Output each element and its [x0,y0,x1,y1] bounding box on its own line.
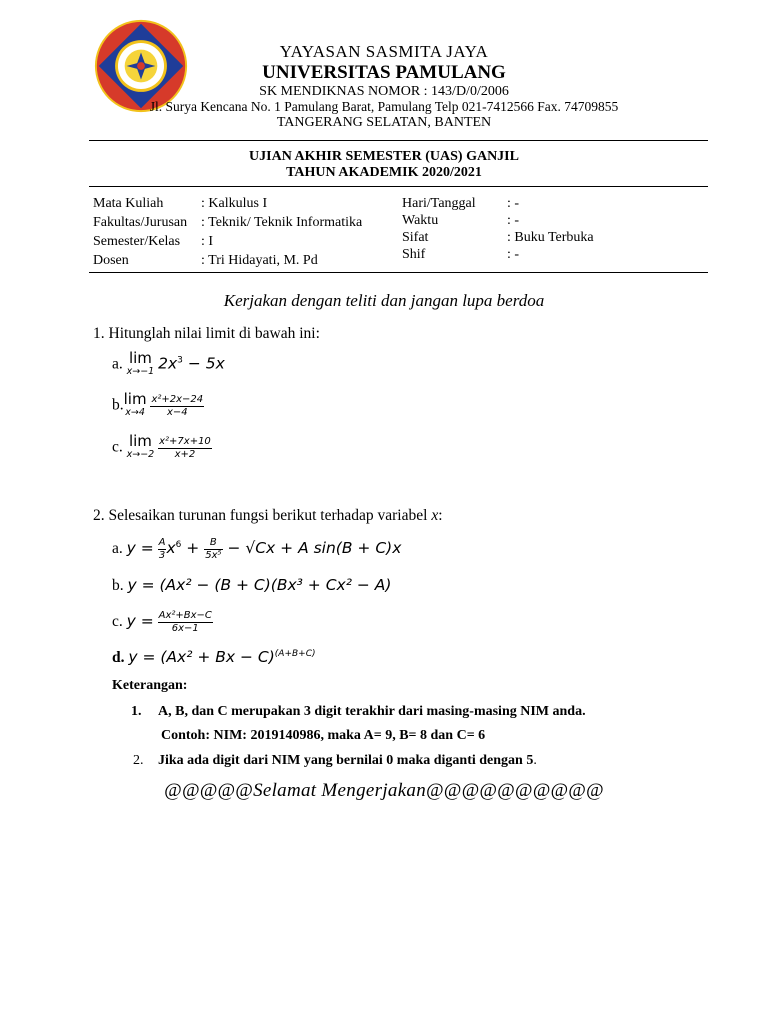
note-2-line [158,753,537,769]
expr-exponent: 3 [177,355,183,366]
notes-heading: Keterangan: [112,678,188,693]
info-label-lecturer: Dosen [93,253,129,268]
info-label-shift: Shif [402,247,426,262]
foundation-name: YAYASAN SASMITA JAYA [279,42,489,61]
info-divider [89,272,708,273]
address: Jl. Surya Kencana No. 1 Pamulang Barat, Pamulang Telp 021-7412566 Fax. 74709855 [149,99,619,114]
fraction-numerator: x²+2x−24 [151,393,204,405]
note-example: Contoh: NIM: 2019140986, maka A= 9, B= 8 dan C= 6 [161,728,486,743]
expr-rest: − 5x [182,354,225,373]
lim-word: lim [123,390,147,408]
info-value-nature: : Buku Terbuka [507,230,594,245]
info-value-shift: : - [507,247,520,262]
expression: y = (Ax² + Bx − C) [128,648,275,666]
lim-subscript: x→−1 [126,366,155,377]
item-label: b. [112,396,124,414]
fraction-b-over-5x5 [204,537,222,562]
instruction-text: Kerjakan dengan teliti dan jangan lupa berdoa [223,291,545,310]
question-1c [112,432,212,461]
question-2-variable: x [431,507,439,524]
item-label: a. [112,355,123,373]
limit-operator [126,432,155,461]
fraction-numerator: Ax²+Bx−C [158,610,212,621]
note-2-period: . [533,753,537,768]
item-label: b. [112,577,124,594]
note-2-text: Jika ada digit dari NIM yang bernilai 0 maka diganti dengan 5 [158,753,534,768]
academic-year: TAHUN AKADEMIK 2020/2021 [286,165,482,180]
item-label: a. [112,540,123,558]
expression-exponent: (A+B+C) [274,649,316,659]
lim-word: lim [128,432,152,450]
info-value-semester: : I [201,234,214,249]
x-exponent: 6 [175,540,182,551]
closing-message: @@@@@Selamat Mengerjakan@@@@@@@@@@ [164,780,604,801]
note-1-text: A, B, dan C merupakan 3 digit terakhir dari masing-masing NIM anda. [158,704,586,719]
fraction-numerator: A [158,537,166,548]
item-label: c. [112,613,123,631]
lim-subscript: x→4 [125,407,145,418]
limit-operator [123,390,147,419]
info-value-date: : - [507,196,520,211]
fraction [158,436,212,461]
info-label-faculty: Fakultas/Jurusan [93,215,188,230]
city: TANGERANG SELATAN, BANTEN [276,115,492,130]
item-label: c. [112,438,123,456]
fraction-denominator: 5x⁵ [205,550,222,561]
info-label-semester: Semester/Kelas [93,234,181,249]
y-equals: y = [126,612,154,631]
info-value-course: : Kalkulus I [201,196,268,211]
question-2d [112,648,316,667]
question-1-title: 1. Hitunglah nilai limit di bawah ini: [93,325,320,342]
info-label-nature: Sifat [402,230,429,245]
header-divider [89,140,708,141]
y-equals: y = [126,539,154,558]
question-2b [112,576,391,595]
exam-title: UJIAN AKHIR SEMESTER (UAS) GANJIL [249,149,519,164]
note-1-number: 1. [131,704,142,719]
limit-operator [126,349,155,378]
fraction-denominator: x+2 [174,448,196,460]
fraction-denominator: x−4 [166,406,188,418]
sk-number: SK MENDIKNAS NOMOR : 143/D/0/2006 [259,84,509,99]
expr-rest: − √Cx + A sin(B + C)x [222,539,402,558]
exam-divider [89,186,708,187]
fraction-denominator: 6x−1 [171,623,199,634]
x-term: x [166,539,176,558]
question-2a [112,537,401,562]
fraction [158,610,213,635]
info-value-lecturer: : Tri Hidayati, M. Pd [201,253,318,268]
fraction-numerator: B [204,537,222,550]
info-value-faculty: : Teknik/ Teknik Informatika [201,215,363,230]
info-label-date: Hari/Tanggal [402,196,476,211]
info-value-time: : - [507,213,520,228]
question-2-title-prefix: 2. Selesaikan turunan fungsi berikut terhadap variabel [93,507,432,524]
lim-subscript: x→−2 [126,449,155,460]
question-1b [112,390,204,419]
university-name: UNIVERSITAS PAMULANG [262,62,506,83]
note-2-number: 2. [133,753,144,768]
fraction-numerator: x²+7x+10 [159,435,211,447]
info-label-time: Waktu [402,213,439,228]
question-2-title [93,507,443,525]
question-2-title-suffix: : [438,507,443,524]
lim-word: lim [128,349,152,367]
item-label: d. [112,649,125,666]
expression: y = (Ax² − (B + C)(Bx³ + Cx² − A) [127,576,392,594]
question-1a [112,349,225,378]
info-label-course: Mata Kuliah [93,196,164,211]
expr-base: 2x [158,354,178,373]
fraction-denominator: 3 [158,550,166,561]
question-2c [112,610,213,635]
plus-sign: + [181,539,205,558]
fraction [150,394,204,419]
